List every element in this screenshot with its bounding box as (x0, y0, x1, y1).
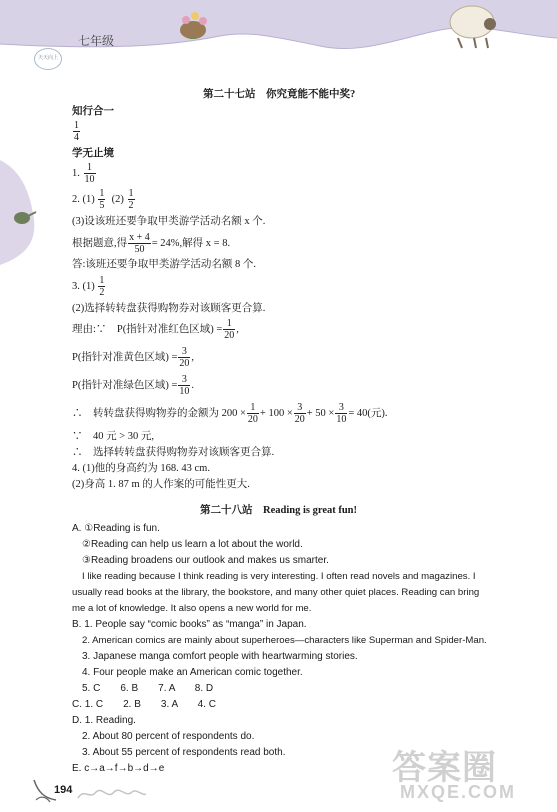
sheep-icon (450, 6, 496, 48)
c-line: C. 1. C 2. B 3. A 4. C (72, 699, 216, 710)
d-line-1: D. 1. Reading. (72, 715, 136, 726)
station28-title: 第二十八站 Reading is great fun! (200, 505, 358, 516)
e-line: E. c→a→f→b→d→e (72, 763, 165, 774)
answer-fraction: $\frac{1}{4}$ (74, 120, 79, 143)
q3-because: ∵ 40 元 > 30 元, (72, 431, 155, 442)
b-line-4: 4. Four people make an American comic together. (82, 667, 303, 678)
q3-therefore: ∴ 选择转转盘获得购物券对该顾客更合算. (72, 447, 275, 458)
a-para-3: me a lot of knowledge. It also opens a new world for me. (72, 603, 312, 614)
b-line-1: B. 1. People say “comic books” as “manga” in Japan. (72, 619, 307, 630)
q2-part3: (3)设该班还要争取甲类游学活动名额 x 个. (72, 216, 266, 227)
q3-part2: (2)选择转转盘获得购物券对该顾客更合算. (72, 303, 266, 314)
station27-title: 第二十七站 你究竟能不能中奖? (203, 89, 356, 100)
a-line-2: ②Reading can help us learn a lot about the world. (82, 539, 303, 550)
q1-answer: 1. $\frac{1}{10}$ (72, 162, 95, 185)
section-xuewuzhijing: 学无止境 (72, 148, 114, 159)
q3-green: P(指针对准绿色区域) = $\frac{3}{10}$ . (72, 374, 195, 397)
watermark-url: MXQE.COM (400, 782, 517, 802)
stamp-badge: 天天向上 (34, 48, 62, 70)
page-number: 194 (54, 784, 73, 796)
q4-part1: 4. (1)他的身高约为 168. 43 cm. (72, 463, 210, 474)
bird-branch-decoration (0, 150, 50, 270)
watermark-logo: 答案圈 (392, 749, 497, 787)
bird-icon (14, 212, 30, 224)
q3-yellow: P(指针对准黄色区域) = $\frac{3}{20}$ , (72, 346, 195, 369)
a-line-1: A. ①Reading is fun. (72, 523, 160, 534)
q3-part1: 3. (1) $\frac{1}{2}$ (72, 275, 105, 298)
a-para-2: usually read books at the library, the bookstore, and many other quiet places. Reading can bring (72, 587, 480, 598)
a-para-1: I like reading because I think reading is very interesting. I often read novels and magazines. I (82, 571, 476, 582)
b-line-3: 3. Japanese manga comfort people with heartwarming stories. (82, 651, 358, 662)
script-logo-icon (76, 786, 148, 802)
q3-sum: ∴ 转转盘获得购物券的金额为 200 × $\frac{1}{20}$ + 100 × $\frac{3}{20}$ + 50 × $\frac{3}{10}$ = 40(元). (72, 402, 388, 425)
q2-equation: 根据题意,得 $\frac{x + 4}{50}$ = 24%,解得 x = 8. (72, 232, 231, 255)
section-zhixingheyi: 知行合一 (72, 106, 114, 117)
q2-answer: 2. (1) $\frac{1}{5}$ (2) $\frac{1}{2}$ (72, 188, 134, 211)
footer-script-logo (76, 786, 148, 805)
b-line-5: 5. C 6. B 7. A 8. D (82, 683, 214, 694)
b-line-2: 2. American comics are mainly about superheroes—characters like Superman and Spider-Man. (82, 635, 487, 646)
d-line-3: 3. About 55 percent of respondents read both. (82, 747, 286, 758)
q2-conclusion: 答:该班还要争取甲类游学活动名额 8 个. (72, 259, 257, 270)
d-line-2: 2. About 80 percent of respondents do. (82, 731, 255, 742)
q4-part2: (2)身高 1. 87 m 的人作案的可能性更大. (72, 479, 250, 490)
q3-reason-red: 理由:∵ P(指针对准红色区域) = $\frac{1}{20}$ , (72, 318, 239, 341)
a-line-3: ③Reading broadens our outlook and makes us smarter. (82, 555, 329, 566)
grade-label: 七年级 (78, 34, 115, 48)
